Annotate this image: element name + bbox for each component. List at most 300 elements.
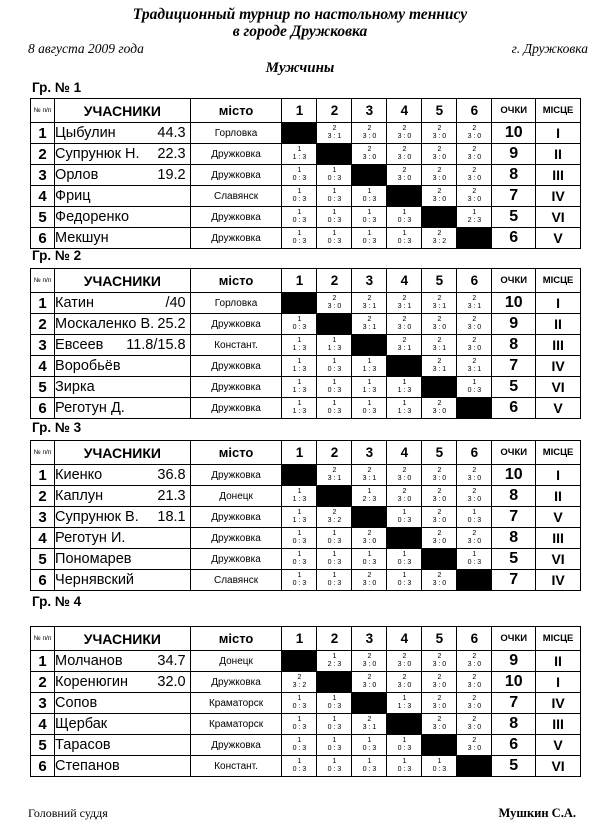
col-game-header: 1: [282, 99, 317, 123]
player-place: VI: [536, 756, 581, 777]
col-game-header: 2: [317, 99, 352, 123]
match-points: 2: [437, 188, 442, 195]
match-result: [352, 314, 387, 335]
match-result: [387, 672, 422, 693]
match-score: 3 : 0: [432, 175, 447, 182]
player-name: Чернявский: [55, 572, 135, 588]
match-result: [317, 207, 352, 228]
match-points: 1: [297, 209, 302, 216]
table-row: [31, 335, 581, 356]
match-score: 3 : 0: [467, 661, 482, 668]
match-result: [282, 207, 317, 228]
player-place: VI: [536, 377, 581, 398]
match-result: [352, 651, 387, 672]
match-points: 2: [437, 125, 442, 132]
match-score: 3 : 0: [467, 745, 482, 752]
player-points: 7: [492, 570, 536, 591]
match-points: 1: [367, 737, 372, 744]
match-points: 2: [367, 146, 372, 153]
match-result: [387, 693, 422, 714]
match-points: 2: [332, 125, 337, 132]
player-name: Супрунюк Н.: [55, 146, 140, 162]
match-points: 2: [437, 653, 442, 660]
col-points-header: ОЧКИ: [492, 441, 536, 465]
match-points: 1: [297, 572, 302, 579]
match-points: 1: [332, 758, 337, 765]
match-result: [457, 207, 492, 228]
match-result: [352, 398, 387, 419]
match-score: 0 : 3: [467, 559, 482, 566]
match-result: [422, 228, 457, 249]
col-participants-header: УЧАСНИКИ: [55, 627, 191, 651]
match-score: 3 : 2: [327, 517, 342, 524]
match-points: 2: [437, 400, 442, 407]
match-score: 3 : 0: [397, 496, 412, 503]
player-rating: 11.8/15.8: [126, 337, 186, 353]
player-rating: 19.2: [157, 167, 186, 183]
player-place: V: [536, 735, 581, 756]
match-score: 0 : 3: [397, 238, 412, 245]
match-score: 3 : 0: [432, 661, 447, 668]
title-line2: в городе Дружковка: [232, 23, 368, 40]
group-table: [30, 440, 581, 591]
match-score: 3 : 0: [432, 580, 447, 587]
player-points: 10: [492, 672, 536, 693]
player-rating: /40: [165, 295, 186, 311]
match-result: [387, 228, 422, 249]
match-score: 3 : 0: [397, 175, 412, 182]
match-points: 1: [297, 695, 302, 702]
match-score: 3 : 0: [327, 303, 342, 310]
self-match-cell: [422, 549, 457, 570]
player-place: III: [536, 335, 581, 356]
self-match-cell: [352, 335, 387, 356]
match-points: 1: [402, 758, 407, 765]
match-score: 3 : 1: [327, 133, 342, 140]
match-points: 2: [472, 316, 477, 323]
match-points: 1: [297, 716, 302, 723]
match-result: [422, 335, 457, 356]
match-score: 0 : 3: [327, 766, 342, 773]
match-points: 1: [367, 551, 372, 558]
match-result: [352, 144, 387, 165]
match-points: 2: [367, 716, 372, 723]
match-score: 3 : 0: [362, 580, 377, 587]
match-points: 2: [402, 295, 407, 302]
match-result: [387, 549, 422, 570]
match-score: 3 : 0: [432, 154, 447, 161]
table-row: [31, 207, 581, 228]
player-points: 10: [492, 465, 536, 486]
player-number: 2: [31, 144, 55, 165]
match-result: [317, 570, 352, 591]
match-result: [317, 335, 352, 356]
col-city-header: місто: [190, 627, 282, 651]
col-game-header: 6: [457, 441, 492, 465]
match-result: [422, 693, 457, 714]
player-city: Донецк: [190, 651, 282, 672]
col-place-header: МІСЦЕ: [536, 627, 581, 651]
col-game-header: 3: [352, 269, 387, 293]
player-rating: 32.0: [157, 674, 186, 690]
tournament-date: 8 августа 2009 года: [28, 41, 144, 56]
match-points: 2: [402, 125, 407, 132]
judge-name: Мушкин С.А.: [498, 806, 576, 820]
match-result: [422, 507, 457, 528]
match-points: 1: [402, 695, 407, 702]
match-result: [457, 465, 492, 486]
match-points: 1: [402, 230, 407, 237]
match-points: 2: [367, 125, 372, 132]
judge-label: Головний суддя: [28, 806, 108, 820]
player-number: 3: [31, 165, 55, 186]
match-result: [422, 356, 457, 377]
player-points: 9: [492, 144, 536, 165]
match-score: 1 : 3: [292, 496, 307, 503]
match-score: 3 : 0: [467, 724, 482, 731]
match-points: 1: [332, 358, 337, 365]
match-points: 2: [402, 167, 407, 174]
match-result: [387, 756, 422, 777]
match-points: 1: [367, 379, 372, 386]
match-points: 2: [472, 467, 477, 474]
player-city: Дружковка: [190, 398, 282, 419]
match-result: [457, 714, 492, 735]
match-score: 2 : 3: [362, 496, 377, 503]
match-score: 3 : 0: [432, 703, 447, 710]
match-points: 1: [297, 230, 302, 237]
player-name: Орлов: [55, 167, 99, 183]
tournament-city: г. Дружковка: [511, 41, 588, 56]
match-result: [282, 756, 317, 777]
self-match-cell: [457, 228, 492, 249]
player-number: 4: [31, 714, 55, 735]
match-score: 0 : 3: [397, 517, 412, 524]
match-score: 3 : 0: [467, 324, 482, 331]
table-row: [31, 570, 581, 591]
match-points: 1: [367, 230, 372, 237]
player-number: 5: [31, 735, 55, 756]
player-name: Зирка: [55, 379, 95, 395]
col-game-header: 2: [317, 441, 352, 465]
player-number: 3: [31, 507, 55, 528]
match-score: 1 : 3: [397, 703, 412, 710]
match-result: [457, 528, 492, 549]
match-result: [352, 377, 387, 398]
player-number: 3: [31, 693, 55, 714]
player-name: Пономарев: [55, 551, 132, 567]
player-place: III: [536, 714, 581, 735]
player-rating: 44.3: [157, 125, 186, 141]
match-score: 3 : 0: [397, 475, 412, 482]
match-points: 1: [297, 337, 302, 344]
player-number: 1: [31, 651, 55, 672]
player-number: 6: [31, 570, 55, 591]
match-score: 0 : 3: [362, 238, 377, 245]
col-game-header: 1: [282, 441, 317, 465]
match-score: 3 : 0: [467, 133, 482, 140]
self-match-cell: [282, 293, 317, 314]
match-points: 1: [297, 758, 302, 765]
match-score: 3 : 1: [362, 475, 377, 482]
match-points: 1: [402, 509, 407, 516]
player-place: VI: [536, 549, 581, 570]
player-name: Реготун И.: [55, 530, 126, 546]
match-points: 2: [402, 653, 407, 660]
match-points: 2: [437, 572, 442, 579]
player-number: 2: [31, 672, 55, 693]
table-row: [31, 165, 581, 186]
match-score: 3 : 1: [362, 324, 377, 331]
player-points: 8: [492, 486, 536, 507]
match-result: [422, 165, 457, 186]
match-result: [422, 314, 457, 335]
player-number: 6: [31, 398, 55, 419]
match-points: 1: [297, 358, 302, 365]
player-place: III: [536, 165, 581, 186]
match-result: [282, 486, 317, 507]
match-points: 1: [367, 488, 372, 495]
player-place: III: [536, 528, 581, 549]
col-game-header: 3: [352, 627, 387, 651]
player-name-cell: [55, 549, 191, 570]
match-points: 2: [437, 337, 442, 344]
header-row: [31, 441, 581, 465]
player-number: 2: [31, 314, 55, 335]
match-points: 1: [297, 551, 302, 558]
match-points: 1: [297, 316, 302, 323]
player-number: 4: [31, 528, 55, 549]
col-game-header: 4: [387, 269, 422, 293]
player-city: Констант.: [190, 756, 282, 777]
match-points: 1: [367, 188, 372, 195]
match-score: 3 : 1: [432, 345, 447, 352]
player-place: II: [536, 651, 581, 672]
player-name: Супрунюк В.: [55, 509, 139, 525]
player-points: 8: [492, 165, 536, 186]
match-result: [387, 335, 422, 356]
match-score: 3 : 0: [432, 517, 447, 524]
match-points: 2: [472, 358, 477, 365]
match-points: 2: [472, 695, 477, 702]
player-name: Молчанов: [55, 653, 123, 669]
title-line1: Традиционный турнир по настольному теннису: [132, 6, 468, 23]
match-points: 1: [332, 337, 337, 344]
match-result: [317, 165, 352, 186]
player-city: Дружковка: [190, 207, 282, 228]
match-points: 2: [402, 674, 407, 681]
match-score: 0 : 3: [327, 387, 342, 394]
match-score: 0 : 3: [327, 538, 342, 545]
player-place: I: [536, 465, 581, 486]
match-score: 0 : 3: [327, 196, 342, 203]
player-name-cell: [55, 186, 191, 207]
match-result: [457, 144, 492, 165]
match-points: 1: [472, 551, 477, 558]
group-label: Гр. № 2: [32, 248, 82, 263]
col-points-header: ОЧКИ: [492, 99, 536, 123]
col-game-header: 3: [352, 441, 387, 465]
match-result: [352, 735, 387, 756]
match-score: 0 : 3: [327, 175, 342, 182]
match-score: 3 : 0: [467, 538, 482, 545]
self-match-cell: [387, 186, 422, 207]
player-rating: 34.7: [157, 653, 186, 669]
self-match-cell: [387, 356, 422, 377]
table-row: [31, 693, 581, 714]
match-score: 1 : 3: [362, 366, 377, 373]
col-num-header: № п/п: [31, 627, 55, 651]
player-city: Славянск: [190, 186, 282, 207]
table-row: [31, 144, 581, 165]
match-score: 1 : 3: [292, 408, 307, 415]
match-score: 0 : 3: [397, 745, 412, 752]
match-score: 3 : 0: [432, 724, 447, 731]
col-points-header: ОЧКИ: [492, 269, 536, 293]
match-result: [422, 651, 457, 672]
match-points: 1: [367, 209, 372, 216]
match-result: [422, 714, 457, 735]
match-result: [457, 123, 492, 144]
match-result: [387, 570, 422, 591]
col-game-header: 2: [317, 269, 352, 293]
match-score: 0 : 3: [467, 517, 482, 524]
match-points: 1: [297, 737, 302, 744]
match-score: 0 : 3: [327, 238, 342, 245]
match-score: 3 : 0: [467, 703, 482, 710]
match-score: 1 : 3: [397, 387, 412, 394]
group-table: [30, 98, 581, 249]
match-result: [457, 486, 492, 507]
match-result: [457, 693, 492, 714]
col-game-header: 4: [387, 627, 422, 651]
col-game-header: 3: [352, 99, 387, 123]
match-score: 3 : 0: [432, 682, 447, 689]
player-city: Краматорск: [190, 714, 282, 735]
table-row: [31, 528, 581, 549]
match-points: 1: [297, 400, 302, 407]
player-number: 3: [31, 335, 55, 356]
match-score: 1 : 3: [292, 387, 307, 394]
match-result: [422, 293, 457, 314]
match-score: 0 : 3: [362, 766, 377, 773]
match-result: [422, 486, 457, 507]
player-number: 5: [31, 549, 55, 570]
player-points: 8: [492, 335, 536, 356]
player-points: 5: [492, 207, 536, 228]
col-participants-header: УЧАСНИКИ: [55, 99, 191, 123]
player-rating: 25.2: [157, 316, 186, 332]
match-score: 3 : 0: [362, 661, 377, 668]
match-points: 2: [437, 716, 442, 723]
match-points: 2: [367, 467, 372, 474]
player-name-cell: [55, 335, 191, 356]
match-score: 3 : 0: [362, 682, 377, 689]
match-score: 0 : 3: [292, 745, 307, 752]
match-points: 2: [472, 674, 477, 681]
col-points-header: ОЧКИ: [492, 627, 536, 651]
col-game-header: 1: [282, 627, 317, 651]
match-result: [317, 398, 352, 419]
match-score: 3 : 2: [432, 238, 447, 245]
match-score: 0 : 3: [292, 324, 307, 331]
match-points: 1: [402, 737, 407, 744]
match-score: 0 : 3: [362, 559, 377, 566]
col-game-header: 5: [422, 627, 457, 651]
match-score: 3 : 0: [432, 408, 447, 415]
match-score: 0 : 3: [327, 217, 342, 224]
match-result: [352, 186, 387, 207]
match-score: 0 : 3: [467, 387, 482, 394]
match-score: 3 : 1: [397, 303, 412, 310]
match-score: 3 : 0: [397, 154, 412, 161]
player-name-cell: [55, 672, 191, 693]
col-num-header: № п/п: [31, 269, 55, 293]
player-number: 1: [31, 293, 55, 314]
player-place: V: [536, 398, 581, 419]
player-name-cell: [55, 714, 191, 735]
player-points: 8: [492, 528, 536, 549]
match-points: 2: [332, 509, 337, 516]
col-game-header: 4: [387, 99, 422, 123]
category-title: Мужчины: [265, 60, 335, 76]
self-match-cell: [352, 693, 387, 714]
match-points: 2: [472, 188, 477, 195]
group-label: Гр. № 4: [32, 594, 82, 609]
col-city-header: місто: [190, 99, 282, 123]
match-result: [352, 293, 387, 314]
self-match-cell: [387, 714, 422, 735]
match-score: 1 : 3: [362, 387, 377, 394]
player-place: VI: [536, 207, 581, 228]
match-result: [282, 186, 317, 207]
player-name: Сопов: [55, 695, 98, 711]
player-place: V: [536, 228, 581, 249]
match-score: 3 : 1: [432, 366, 447, 373]
match-points: 2: [437, 295, 442, 302]
match-score: 3 : 0: [397, 324, 412, 331]
self-match-cell: [282, 123, 317, 144]
match-result: [422, 528, 457, 549]
col-game-header: 4: [387, 441, 422, 465]
player-place: II: [536, 486, 581, 507]
player-name: Евсеев: [55, 337, 104, 353]
player-points: 6: [492, 735, 536, 756]
player-rating: 22.3: [157, 146, 186, 162]
match-score: 0 : 3: [327, 366, 342, 373]
match-points: 2: [437, 146, 442, 153]
match-points: 1: [332, 167, 337, 174]
match-score: 0 : 3: [362, 217, 377, 224]
table-row: [31, 672, 581, 693]
col-num-header: № п/п: [31, 99, 55, 123]
player-name: Воробьёв: [55, 358, 121, 374]
match-score: 3 : 0: [467, 196, 482, 203]
match-result: [282, 377, 317, 398]
player-number: 6: [31, 756, 55, 777]
player-name: Катин: [55, 295, 94, 311]
match-result: [317, 293, 352, 314]
player-name: Москаленко В.: [55, 316, 155, 332]
match-points: 2: [472, 716, 477, 723]
self-match-cell: [282, 465, 317, 486]
player-city: Дружковка: [190, 465, 282, 486]
match-result: [352, 756, 387, 777]
match-points: 1: [472, 209, 477, 216]
match-points: 1: [472, 379, 477, 386]
match-points: 1: [332, 572, 337, 579]
self-match-cell: [352, 507, 387, 528]
